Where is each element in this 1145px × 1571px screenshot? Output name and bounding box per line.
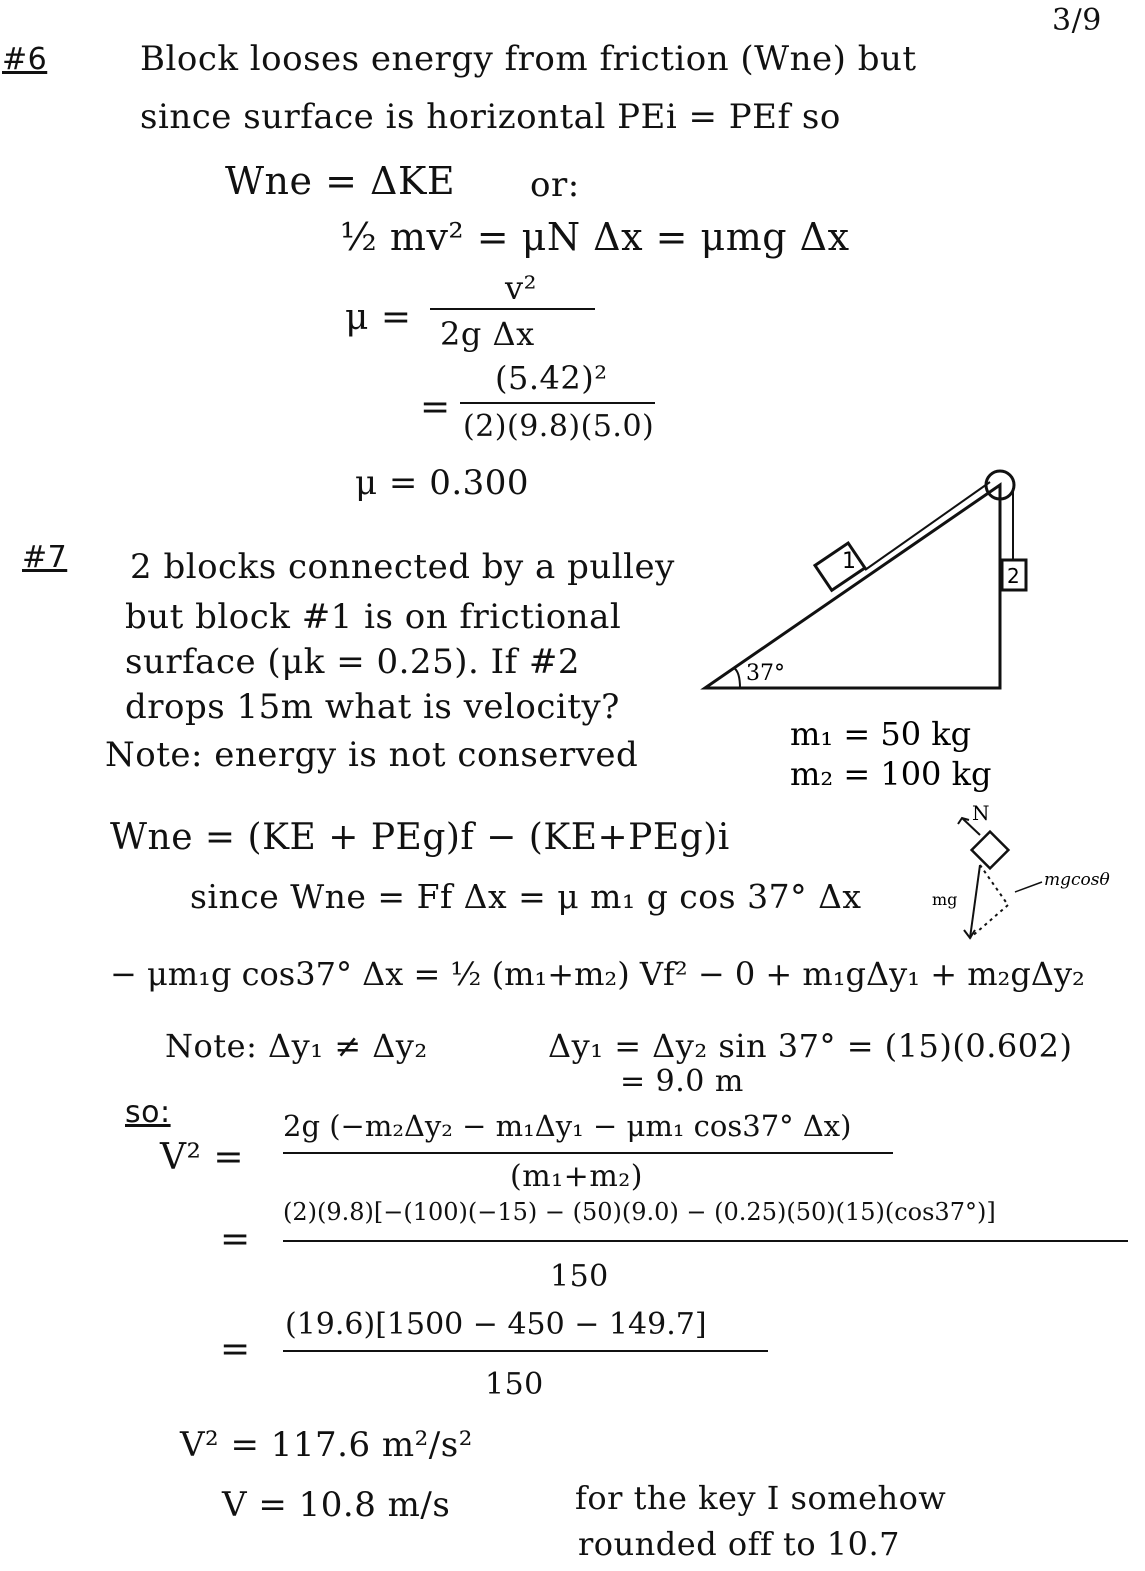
- mu-result: μ = 0.300: [355, 463, 530, 503]
- mu-fraction-bar: [430, 308, 595, 310]
- eq-since-wne: since Wne = Ff Δx = μ m₁ g cos 37° Δx: [190, 877, 862, 916]
- page-number: 3/9: [1052, 3, 1102, 38]
- weight-arrow: [970, 865, 980, 938]
- problem-7-number: #7: [22, 540, 68, 575]
- value-equals: =: [420, 387, 451, 428]
- step3-denominator: 150: [485, 1367, 544, 1402]
- v2-numerator: 2g (−m₂Δy₂ − m₁Δy₁ − μm₁ cos37° Δx): [283, 1109, 852, 1143]
- problem-7-line-4: drops 15m what is velocity?: [125, 687, 620, 727]
- step3-numerator: (19.6)[1500 − 450 − 149.7]: [285, 1307, 707, 1342]
- value-fraction-bar: [460, 402, 655, 404]
- angle-label: 37°: [746, 661, 785, 686]
- angle-arc: [734, 668, 740, 688]
- so-label: so:: [125, 1095, 171, 1130]
- mu-denominator: 2g Δx: [440, 315, 535, 353]
- step2-equals: =: [220, 1219, 251, 1260]
- key-note-line-1: for the key I somehow: [575, 1479, 947, 1517]
- value-numerator: (5.42)²: [495, 359, 608, 397]
- problem-7-line-3: surface (μk = 0.25). If #2: [125, 642, 581, 682]
- step3-equals: =: [220, 1329, 251, 1370]
- eq-main: − μm₁g cos37° Δx = ½ (m₁+m₂) Vf² − 0 + m₁gΔy₁ + m₂gΔy₂: [110, 955, 1085, 993]
- step3-fraction-bar: [283, 1350, 768, 1352]
- v2-lhs: V² =: [160, 1137, 245, 1178]
- key-note-line-2: rounded off to 10.7: [578, 1525, 901, 1563]
- mass-2: m₂ = 100 kg: [790, 755, 992, 793]
- string-on-incline: [865, 482, 990, 570]
- problem-7-line-2: but block #1 is on frictional: [125, 597, 622, 637]
- step2-denominator: 150: [550, 1259, 609, 1294]
- v-result: V = 10.8 m/s: [222, 1485, 451, 1525]
- step2-fraction-bar: [283, 1240, 1128, 1242]
- eq-wne-ke: Wne = ΔKE: [225, 159, 456, 203]
- problem-7-line-1: 2 blocks connected by a pulley: [130, 547, 675, 587]
- problem-6-number: #6: [2, 42, 48, 77]
- value-denominator: (2)(9.8)(5.0): [463, 409, 655, 444]
- problem-6-line-1: Block looses energy from friction (Wne) but: [140, 39, 917, 79]
- component-label: mgcosθ: [1044, 870, 1110, 890]
- mass-1: m₁ = 50 kg: [790, 715, 972, 753]
- eq-energy-friction: ½ mv² = μN Δx = μmg Δx: [340, 215, 850, 259]
- v2-fraction-bar: [283, 1152, 893, 1154]
- normal-force-label: N: [972, 801, 990, 825]
- mu-lhs: μ =: [345, 297, 412, 338]
- block-1-label: 1: [842, 549, 856, 574]
- dy1-result: = 9.0 m: [620, 1064, 744, 1099]
- note-dy: Note: Δy₁ ≠ Δy₂: [165, 1027, 428, 1065]
- v2-denominator: (m₁+m₂): [510, 1159, 643, 1194]
- mu-numerator: v²: [505, 269, 537, 307]
- free-body-diagram: [932, 801, 1110, 938]
- eq-wne-energy: Wne = (KE + PEg)f − (KE+PEg)i: [110, 817, 730, 858]
- problem-6-line-2: since surface is horizontal PEi = PEf so: [140, 97, 841, 137]
- eq-or: or:: [530, 165, 580, 205]
- block-2-label: 2: [1007, 564, 1020, 588]
- problem-7-note: Note: energy is not conserved: [105, 735, 639, 775]
- incline-triangle: [705, 485, 1000, 688]
- weight-label: mg: [932, 890, 958, 909]
- cos-component-arrow: [980, 865, 1008, 905]
- step2-numerator: (2)(9.8)[−(100)(−15) − (50)(9.0) − (0.25)(50)(15)(cos37°)]: [283, 1198, 996, 1226]
- dy1-calc: Δy₁ = Δy₂ sin 37° = (15)(0.602): [548, 1027, 1073, 1065]
- v2-result: V² = 117.6 m²/s²: [180, 1425, 473, 1465]
